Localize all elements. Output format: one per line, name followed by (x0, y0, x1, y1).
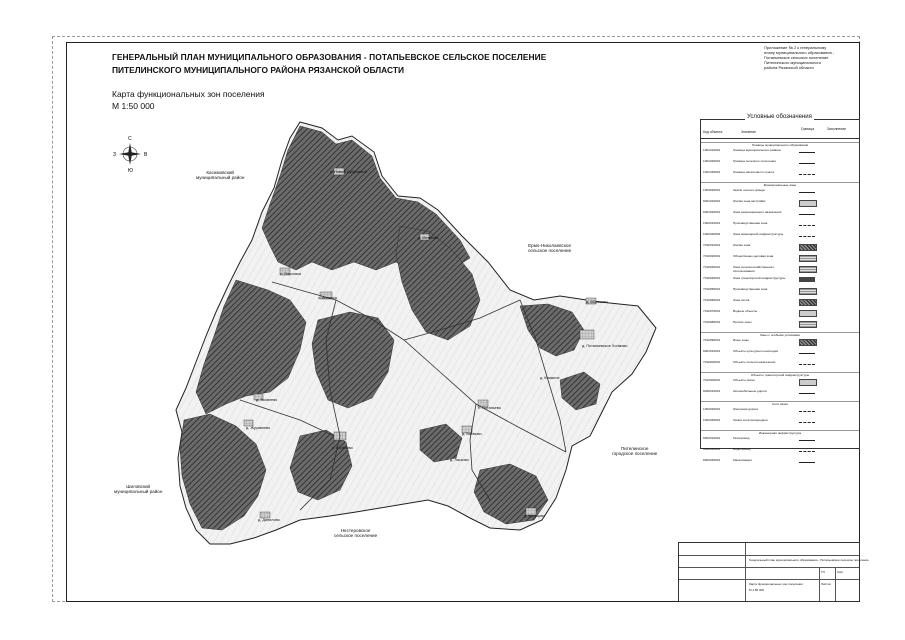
legend-swatch (799, 149, 815, 153)
stamp-sheets: Листов (821, 582, 831, 586)
legend-swatch (799, 233, 815, 237)
legend-code: 6002020001 (703, 447, 721, 451)
village-label: д. Ласково (450, 458, 469, 462)
legend-code: 7010010001 (703, 243, 721, 247)
legend-name: Объекты культурного наследия (733, 350, 779, 353)
neighbor-label-kasimov: Касимовский муниципальный район (196, 170, 245, 181)
village-label: п. Новый Дубровный (330, 170, 367, 174)
legend-head-fill: Заполнение (827, 127, 846, 131)
village-label: д. Морозово (586, 300, 608, 304)
legend-swatch (799, 211, 815, 215)
title-line-1: ГЕНЕРАЛЬНЫЙ ПЛАН МУНИЦИПАЛЬНОГО ОБРАЗОВАНИЯ - ПОТАПЬЕВСКОЕ СЕЛЬСКОЕ ПОСЕЛЕНИЕ (112, 52, 547, 62)
appendix-line: плану муниципального образования - (764, 50, 835, 55)
legend-code: 7010020001 (703, 254, 721, 258)
legend-name: Граница муниципального района (733, 149, 781, 152)
legend-name: Производственная зона (733, 222, 768, 225)
village-label: д. Бахмово (462, 432, 482, 436)
legend-name: Граница сельского поселения (733, 160, 776, 163)
legend-name: Зона рекреационного назначения (733, 211, 782, 214)
legend-swatch (799, 255, 817, 262)
legend-head-name: Значение (741, 130, 757, 134)
title-block (678, 542, 869, 602)
legend-name: Автомобильные дороги (733, 390, 767, 393)
legend-swatch (799, 321, 817, 328)
legend-name: Зона сельскохозяйственного использования (733, 266, 775, 273)
legend-swatch (799, 160, 815, 164)
legend-code: 1002010001 (703, 221, 721, 225)
legend-swatch (799, 288, 817, 295)
legend-swatch (799, 437, 815, 441)
legend-swatch (799, 189, 815, 193)
legend-section: Объекты транспортной инфраструктуры (701, 372, 859, 377)
legend-code: 7010300001 (703, 378, 721, 382)
compass-rose (119, 143, 141, 165)
legend-swatch (799, 419, 815, 423)
village-label: с. Потапьево (478, 406, 501, 410)
legend-code: 1002020002 (703, 232, 721, 236)
legend-section: Функциональные зоны (701, 182, 859, 187)
appendix-line: района Рязанской области (764, 65, 814, 70)
legend-code: 7010050001 (703, 287, 721, 291)
legend-swatch (799, 299, 817, 306)
legend-code: 7010040001 (703, 276, 721, 280)
village-label: д. Игнатово (418, 236, 439, 240)
village-label: д. Яковлево (256, 398, 278, 402)
village-label: д. Журавлево (246, 426, 271, 430)
village-label: д. Кривцово (524, 514, 546, 518)
village-label: д. Данилово (258, 518, 280, 522)
legend-name: Иные зоны (733, 339, 749, 342)
legend-swatch (799, 390, 815, 394)
legend-swatch (799, 244, 817, 251)
compass-north: С (128, 136, 132, 142)
appendix-line: Приложение № 2 к генеральному (764, 45, 827, 50)
legend-swatch (799, 222, 815, 226)
village-label: с. Аннинка (318, 296, 337, 300)
neighbor-label-ermo: Ермо-Николаевское сельское поселение (528, 243, 572, 254)
legend-swatch (799, 266, 817, 273)
legend-swatch (799, 408, 815, 412)
legend-header (701, 126, 859, 139)
legend-code: 1002020001 (703, 407, 721, 411)
legend-code: 7010070001 (703, 309, 721, 313)
stamp-scale: М 1:50 000 (749, 588, 765, 592)
stamp-sheet: Лист (837, 570, 844, 574)
neighbor-label-nesterovo: Нестеровское сельское поселение (334, 528, 378, 539)
legend-code: 1001030001 (703, 170, 721, 174)
neighbor-label-shilovo: Шиловский муниципальный район (114, 484, 163, 495)
legend-title: Условные обозначения (747, 114, 812, 120)
legend-swatch (799, 459, 815, 463)
map-title: Карта функциональных зон поселения (112, 89, 265, 99)
legend-code: 7010200001 (703, 360, 721, 364)
legend-code: 7010060001 (703, 298, 721, 302)
legend-head-lines: Граница (801, 127, 815, 131)
legend-code: 1001010001 (703, 148, 721, 152)
legend-section: Границы муниципального образования (701, 142, 859, 147)
legend-head-code: Код объекта (703, 130, 723, 134)
legend-swatch (799, 350, 815, 354)
legend-swatch (799, 361, 815, 365)
legend-code: 1002030001 (703, 418, 721, 422)
legend-name: Объекты связи (733, 379, 755, 382)
legend-code: 6002010001 (703, 436, 721, 440)
legend-name: Канализация (733, 459, 752, 462)
stamp-org: Генеральный план муниципального образования - Потапьевское сельское поселение (749, 558, 869, 562)
legend-name: Зона лесов (733, 299, 750, 302)
legend-name: Водные объекты (733, 310, 758, 313)
legend-code: 6001010001 (703, 199, 721, 203)
legend-swatch (799, 448, 815, 452)
appendix-line: Пителинского муниципального (764, 60, 822, 65)
neighbor-label-pitelino: Пителинское городское поселение (612, 446, 658, 457)
legend-section: Зоны с особыми условиями (701, 332, 859, 337)
legend-name: Линии электропередачи (733, 419, 768, 422)
legend-name: Граница населенного пункта (733, 171, 775, 174)
legend-code: 6001010001 (703, 349, 721, 353)
stamp-stage: ГП (821, 570, 825, 574)
legend-swatch (799, 310, 817, 317)
title-line-2: ПИТЕЛИНСКОГО МУНИЦИПАЛЬНОГО РАЙОНА РЯЗАНСКОЙ ОБЛАСТИ (112, 65, 404, 75)
legend-name: Зона транспортной инфраструктуры (733, 277, 786, 280)
legend-name: Жилая зона застройки (733, 200, 766, 203)
compass-east: В (144, 152, 148, 158)
map-legend (700, 114, 860, 462)
village-label: д. Княжное (540, 376, 560, 380)
legend-section: Инженерная инфраструктура (701, 430, 859, 435)
legend-section: Сети связи (701, 401, 859, 406)
legend-swatch (799, 200, 817, 207)
legend-name: Прочие зоны (733, 321, 752, 324)
legend-swatch (799, 171, 815, 175)
legend-name: Зона инженерной инфраструктуры (733, 233, 784, 236)
legend-name: Железная дорога (733, 408, 759, 411)
legend-name: Жилая зона (733, 244, 751, 247)
compass-south: Ю (128, 168, 134, 174)
legend-swatch (799, 339, 817, 346)
compass-west: З (113, 152, 117, 158)
stamp-sheet-title: Карта функциональных зон поселения (749, 582, 803, 586)
village-label: с. Берёзово (332, 446, 353, 450)
legend-name: Водопровод (733, 448, 751, 451)
legend-code: 1001020001 (703, 159, 721, 163)
legend-swatch (799, 379, 817, 386)
legend-code: 1003020001 (703, 188, 721, 192)
village-label: д. Потапьевское Холмово (582, 344, 628, 348)
legend-name: Земли лесного фонда (733, 189, 765, 192)
legend-code: 7010090001 (703, 338, 721, 342)
appendix-line: Потапьевское сельское поселение (764, 55, 829, 60)
legend-code: 6002030001 (703, 458, 721, 462)
legend-name: Производственная зона (733, 288, 768, 291)
legend-code: 6001020001 (703, 210, 721, 214)
legend-name: Объекты сельхоз назначения (733, 361, 776, 364)
legend-name: Общественно-деловая зона (733, 255, 774, 258)
legend-name: Газопровод (733, 437, 750, 440)
legend-code: 6020010001 (703, 389, 721, 393)
map-scale: М 1:50 000 (112, 101, 155, 111)
legend-swatch (799, 277, 815, 282)
legend-code: 7010030001 (703, 265, 721, 269)
legend-code: 7010080001 (703, 320, 721, 324)
village-label: с. Ольховка (280, 272, 301, 276)
